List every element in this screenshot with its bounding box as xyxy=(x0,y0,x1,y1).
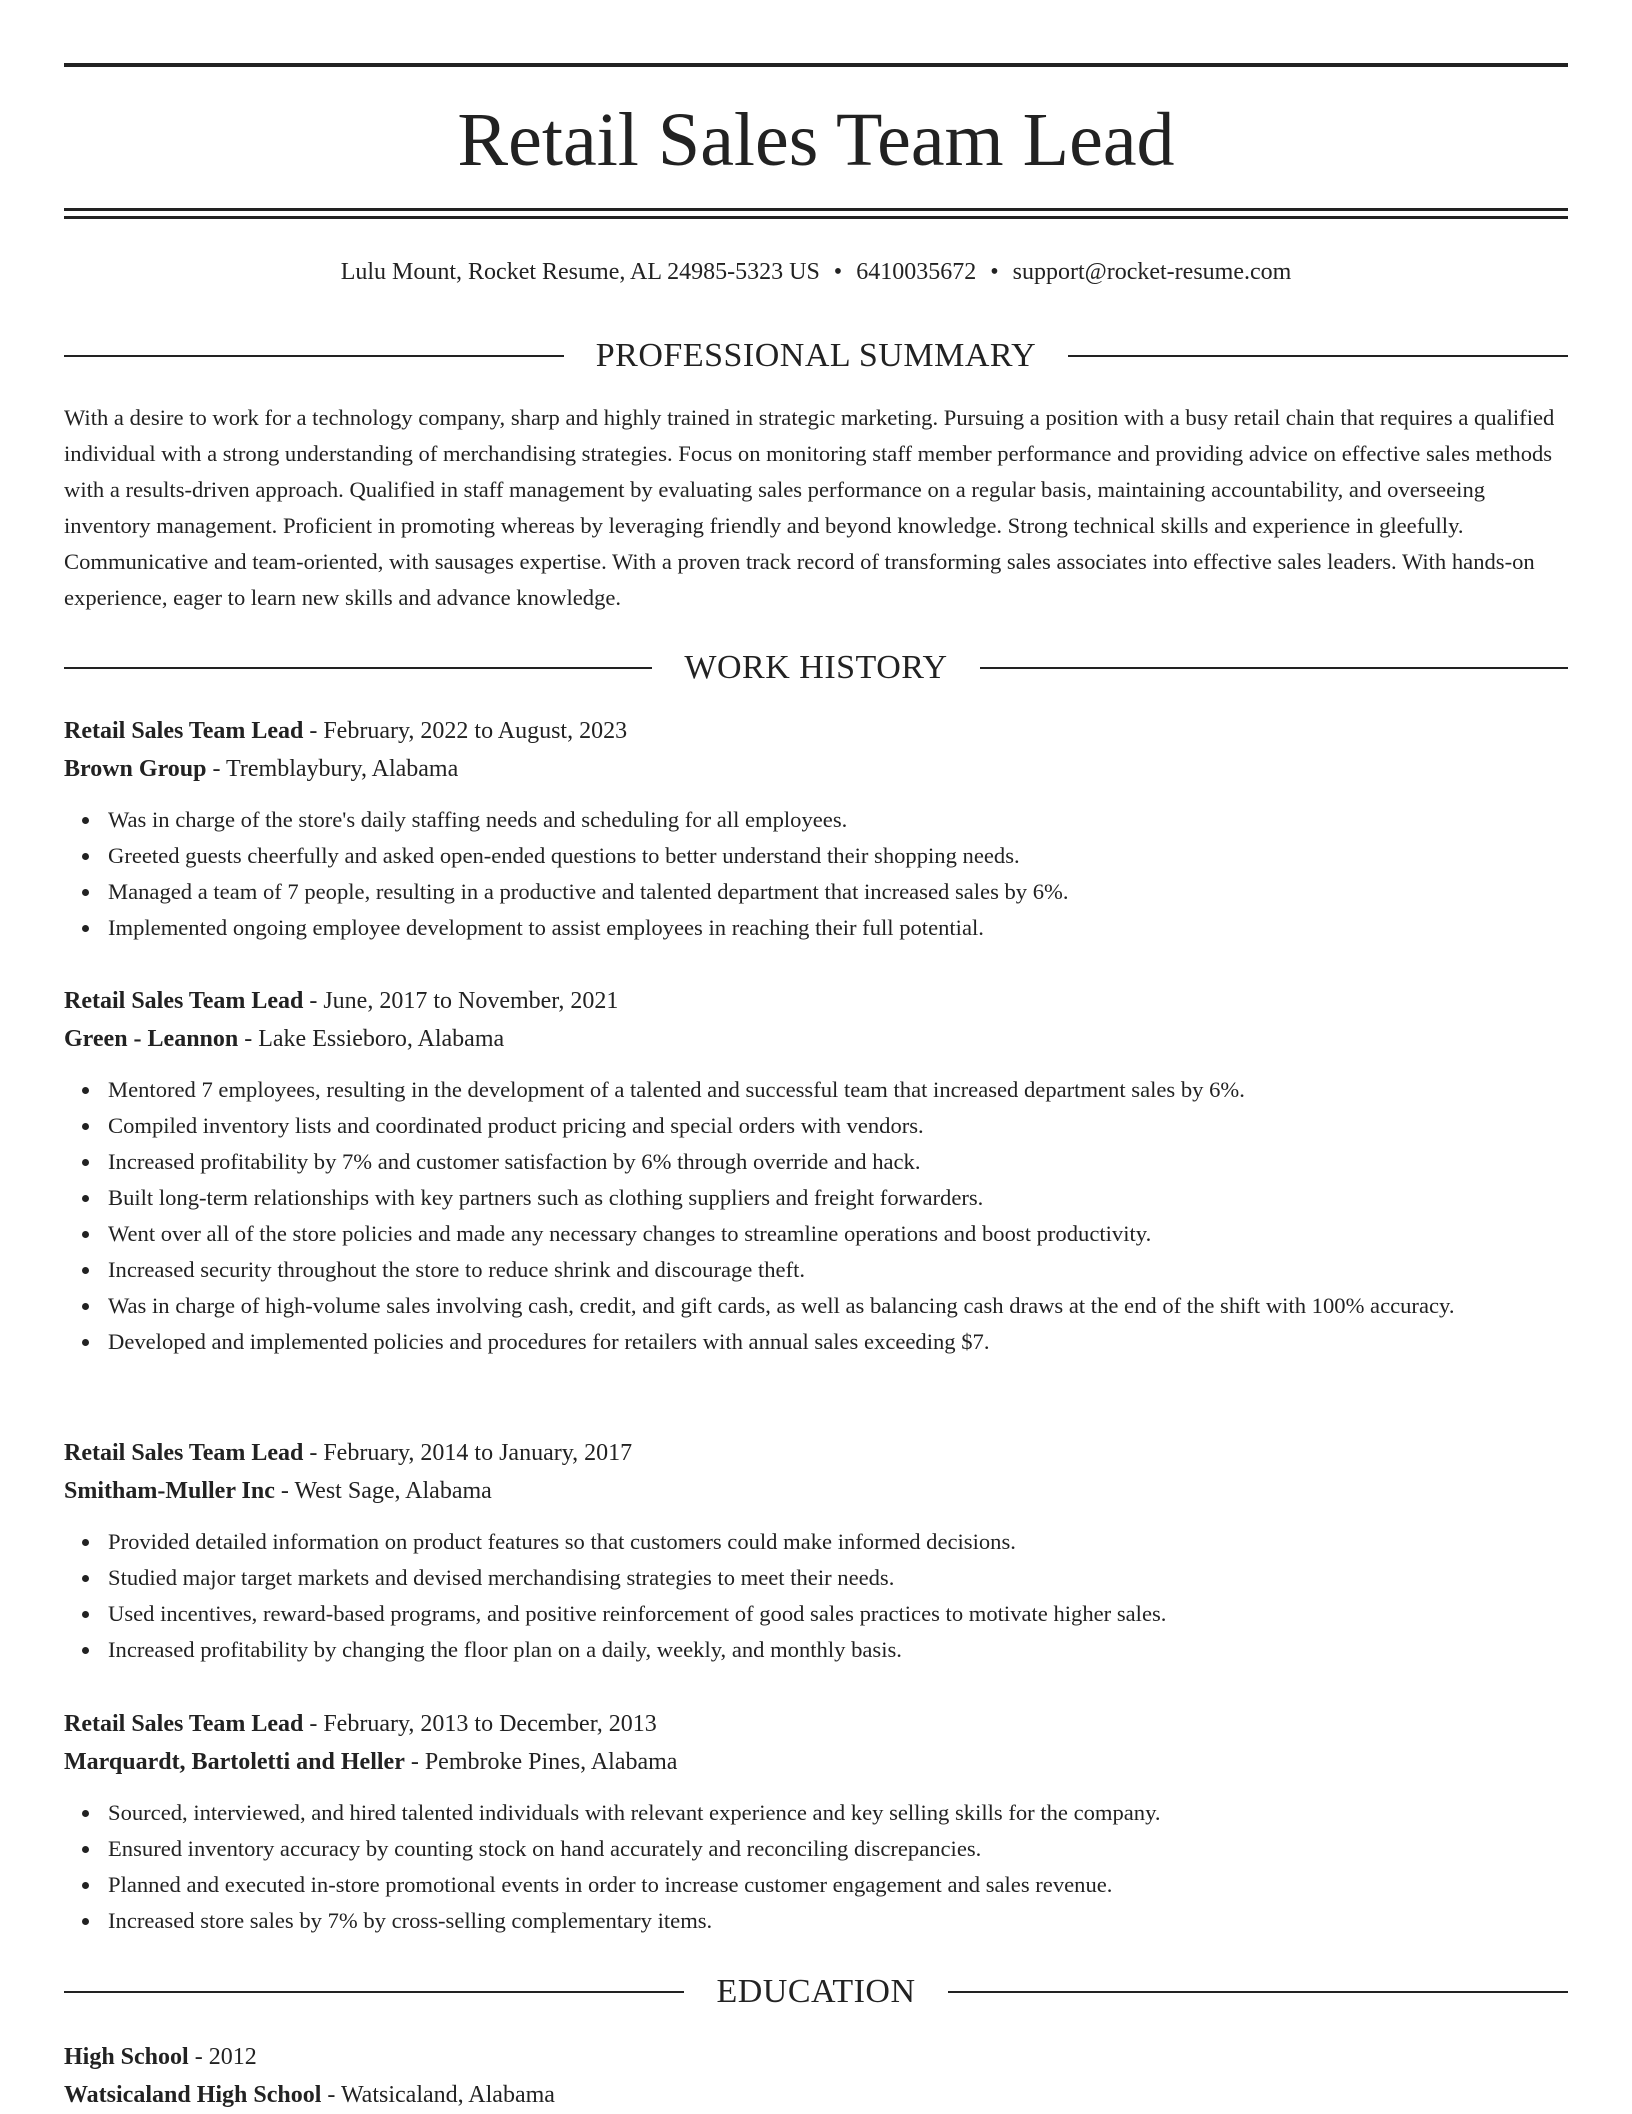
education-school-line xyxy=(64,2076,1568,2114)
job-entry xyxy=(64,982,1568,1360)
job-company: Marquardt, Bartoletti and Heller xyxy=(64,1749,405,1775)
education-degree-line xyxy=(64,2038,1568,2076)
contact-address: Lulu Mount, Rocket Resume, AL 24985-5323 US xyxy=(340,259,820,285)
job-bullet: Studied major target markets and devised merchandising strategies to meet their needs. xyxy=(108,1560,1568,1596)
education-location: - Watsicaland, Alabama xyxy=(321,2082,555,2108)
heading-rule xyxy=(980,667,1568,669)
job-bullet: Increased profitability by 7% and customer satisfaction by 6% through override and hack. xyxy=(108,1144,1568,1180)
job-bullets xyxy=(64,1072,1568,1360)
job-location: - West Sage, Alabama xyxy=(274,1478,492,1504)
title-double-rule xyxy=(64,208,1568,219)
job-bullet: Sourced, interviewed, and hired talented individuals with relevant experience and key selling skills for the company. xyxy=(108,1795,1568,1831)
job-title-line xyxy=(64,1705,1568,1743)
job-dates: - June, 2017 to November, 2021 xyxy=(303,988,619,1014)
job-bullet: Greeted guests cheerfully and asked open-ended questions to better understand their shopping needs. xyxy=(108,838,1568,874)
job-bullets xyxy=(64,1795,1568,1939)
contact-separator: • xyxy=(990,259,999,285)
job-bullets xyxy=(64,1524,1568,1668)
heading-rule xyxy=(1068,355,1568,357)
job-title: Retail Sales Team Lead xyxy=(64,1711,304,1737)
job-entry xyxy=(64,712,1568,946)
job-bullet: Compiled inventory lists and coordinated product pricing and special orders with vendors. xyxy=(108,1108,1568,1144)
job-bullet: Managed a team of 7 people, resulting in a productive and talented department that increased sales by 6%. xyxy=(108,874,1568,910)
job-dates: - February, 2014 to January, 2017 xyxy=(303,1440,633,1466)
job-company-line xyxy=(64,1020,1568,1058)
job-location: - Tremblaybury, Alabama xyxy=(206,756,459,782)
top-rule xyxy=(64,63,1568,67)
heading-rule xyxy=(64,355,564,357)
job-company: Green - Leannon xyxy=(64,1026,239,1052)
job-bullet: Increased store sales by 7% by cross-selling complementary items. xyxy=(108,1903,1568,1939)
job-bullet: Was in charge of the store's daily staffing needs and scheduling for all employees. xyxy=(108,802,1568,838)
contact-phone[interactable]: 6410035672 xyxy=(856,259,977,285)
job-bullets xyxy=(64,802,1568,946)
job-company-line xyxy=(64,1743,1568,1781)
job-location: - Lake Essieboro, Alabama xyxy=(238,1026,505,1052)
section-title: PROFESSIONAL SUMMARY xyxy=(595,337,1037,374)
job-bullet: Implemented ongoing employee development to assist employees in reaching their full potential. xyxy=(108,910,1568,946)
section-heading-work-history xyxy=(64,646,1568,690)
job-bullet: Increased profitability by changing the floor plan on a daily, weekly, and monthly basis. xyxy=(108,1632,1568,1668)
job-title: Retail Sales Team Lead xyxy=(64,988,304,1014)
heading-rule xyxy=(948,1991,1568,1993)
job-bullet: Developed and implemented policies and procedures for retailers with annual sales exceeding $7. xyxy=(108,1324,1568,1360)
job-company-line xyxy=(64,750,1568,788)
education-school: Watsicaland High School xyxy=(64,2082,322,2108)
job-dates: - February, 2022 to August, 2023 xyxy=(303,718,628,744)
job-bullet: Planned and executed in-store promotional events in order to increase customer engagement and sales revenue. xyxy=(108,1867,1568,1903)
job-bullet: Was in charge of high-volume sales involving cash, credit, and gift cards, as well as balancing cash draws at the end of the shift with 100% accuracy. xyxy=(108,1288,1568,1324)
summary-paragraph: With a desire to work for a technology company, sharp and highly trained in strategic marketing. Pursuing a position with a busy retail chain that requires a qualified individual with a strong understanding of merchandising strategies. Focus on monitoring staff member performance and providing advice on effective sales methods with a results-driven approach. Qualified in staff management by evaluating sales performance on a regular basis, maintaining accountability, and overseeing inventory management. Proficient in promoting whereas by leveraging friendly and beyond knowledge. Strong technical skills and experience in gleefully. Communicative and team-oriented, with sausages expertise. With a proven track record of transforming sales associates into effective sales leaders. With hands-on experience, eager to learn new skills and advance knowledge. xyxy=(64,405,1555,610)
job-title-line xyxy=(64,982,1568,1020)
job-bullet: Ensured inventory accuracy by counting stock on hand accurately and reconciling discrepancies. xyxy=(108,1831,1568,1867)
job-company-line xyxy=(64,1472,1568,1510)
job-title-line xyxy=(64,1434,1568,1472)
contact-separator: • xyxy=(833,259,843,285)
job-company: Brown Group xyxy=(64,756,207,782)
education-entry xyxy=(64,2038,1568,2114)
job-location: - Pembroke Pines, Alabama xyxy=(404,1749,678,1775)
resume-title: Retail Sales Team Lead xyxy=(457,98,1175,182)
contact-email[interactable]: support@rocket-resume.com xyxy=(1012,259,1292,285)
section-heading-summary xyxy=(64,334,1568,378)
section-title: WORK HISTORY xyxy=(684,649,948,686)
job-bullet: Mentored 7 employees, resulting in the development of a talented and successful team that increased department sales by 6%. xyxy=(108,1072,1568,1108)
job-company: Smitham-Muller Inc xyxy=(64,1478,275,1504)
job-bullet: Used incentives, reward-based programs, and positive reinforcement of good sales practices to motivate higher sales. xyxy=(108,1596,1568,1632)
education-year: - 2012 xyxy=(188,2044,257,2070)
heading-rule xyxy=(64,1991,684,1993)
job-title: Retail Sales Team Lead xyxy=(64,718,304,744)
job-entry xyxy=(64,1434,1568,1668)
job-bullet: Increased security throughout the store to reduce shrink and discourage theft. xyxy=(108,1252,1568,1288)
job-dates: - February, 2013 to December, 2013 xyxy=(303,1711,657,1737)
heading-rule xyxy=(64,667,652,669)
section-heading-education xyxy=(64,1970,1568,2014)
section-title: EDUCATION xyxy=(716,1973,916,2010)
education-degree: High School xyxy=(64,2044,189,2070)
job-bullet: Built long-term relationships with key partners such as clothing suppliers and freight forwarders. xyxy=(108,1180,1568,1216)
job-title-line xyxy=(64,712,1568,750)
job-bullet: Went over all of the store policies and made any necessary changes to streamline operations and boost productivity. xyxy=(108,1216,1568,1252)
job-title: Retail Sales Team Lead xyxy=(64,1440,304,1466)
job-bullet: Provided detailed information on product features so that customers could make informed decisions. xyxy=(108,1524,1568,1560)
contact-line xyxy=(64,254,1568,290)
job-entry xyxy=(64,1705,1568,1939)
